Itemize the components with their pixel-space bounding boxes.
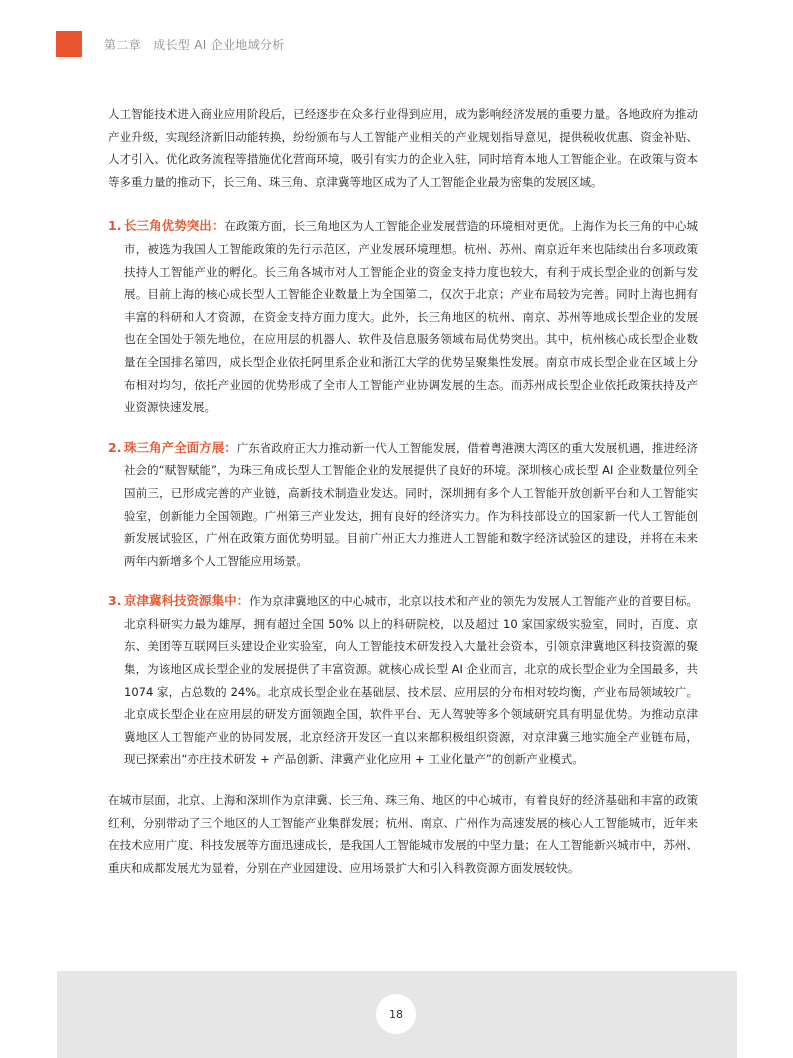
chapter-marker [56, 31, 82, 57]
closing-paragraph: 在城市层面，北京、上海和深圳作为京津冀、长三角、珠三角、地区的中心城市，有着良好的经济基础和丰富的政策红利，分别带动了三个地区的人工智能产业集群发展；杭州、南京、广州作为高速发展的核心人工智能城市，近年来在技术应用广度、科技发展等方面迅速成长，是我国人工智能城市发展的中坚力量；在人工智能新兴城市中，苏州、重庆和成都发展尤为显着，分别在产业园建设、应用场景扩大和引入科教资源方面发展较快。 [108, 793, 698, 875]
chapter-title: 第二章 成长型 AI 企业地域分析 [104, 37, 285, 52]
list-item-text: 广东省政府正大力推动新一代人工智能发展，借着粤港澳大湾区的重大发展机遇，推进经济社会的“赋智赋能”，为珠三角成长型人工智能企业的发展提供了良好的环境。深圳核心成长型 AI 企业数量位列全国前三，已形成完善的产业链，高新技术制造业发达。同时，深圳拥有多个人工智能开放创新平台和人工智能实验室，创新能力全国领跑。广州第三产业发达，拥有良好的经济实力。作为科技部设立的国家新一代人工智能创新发展试验区，广州在政策方面优势明显。目前广州正大力推进人工智能和数字经济试验区的建设，并将在未来两年内新增多个人工智能应用场景。 [124, 440, 698, 568]
page-footer [57, 971, 737, 1058]
list-item-number: 3. [108, 593, 122, 609]
region-list [108, 215, 698, 771]
list-item-number: 1. [108, 218, 122, 234]
list-item-title: 长三角优势突出： [124, 218, 225, 234]
list-item [108, 215, 698, 418]
page-body [108, 103, 698, 879]
list-item [108, 590, 698, 771]
page-header [56, 31, 284, 57]
list-item-text: 在政策方面，长三角地区为人工智能企业发展营造的环境相对更优。上海作为长三角的中心城市，被选为我国人工智能政策的先行示范区，产业发展环境理想。杭州、苏州、南京近年来也陆续出台多项政策扶持人工智能产业的孵化。长三角各城市对人工智能企业的资金支持力度也较大，有利于成长型企业的创新与发展。目前上海的核心成长型人工智能企业数量上为全国第二，仅次于北京；产业布局较为完善。同时上海也拥有丰富的科研和人才资源，在资金支持方面力度大。此外，长三角地区的杭州、南京、苏州等地成长型企业的发展也在全国处于领先地位，在应用层的机器人、软件及信息服务领域布局优势突出。其中，杭州核心成长型企业数量在全国排名第四，成长型企业依托阿里系企业和浙江大学的优势呈聚集性发展。南京市成长型企业在区域上分布相对均匀，依托产业园的优势形成了全市人工智能产业协调发展的生态。而苏州成长型企业依托政策扶持及产业资源快速发展。 [124, 219, 698, 415]
intro-paragraph: 人工智能技术进入商业应用阶段后，已经逐步在众多行业得到应用，成为影响经济发展的重要力量。各地政府为推动产业升级，实现经济新旧动能转换，纷纷颁布与人工智能产业相关的产业规划指导意见，提供税收优惠、资金补贴、人才引入、优化政务流程等措施优化营商环境，吸引有实力的企业入驻，同时培育本地人工智能企业。在政策与资本等多重力量的推动下，长三角、珠三角、京津冀等地区成为了人工智能企业最为密集的发展区域。 [108, 107, 698, 189]
list-item [108, 437, 698, 573]
list-item-text: 作为京津冀地区的中心城市，北京以技术和产业的领先为发展人工智能产业的首要目标。北京科研实力最为雄厚，拥有超过全国 50% 以上的科研院校，以及超过 10 家国家级实验室，同时，百度、京东、美团等互联网巨头建设企业实验室，向人工智能技术研发投入大量社会资本，引领京津冀地区科技资源的聚集，为该地区成长型企业的发展提供了丰富资源。就核心成长型 AI 企业而言，北京的成长型企业为全国最多，共 1074 家，占总数的 24%。北京成长型企业在基础层、技术层、应用层的分布相对较均衡，产业布局领域较广。北京成长型企业在应用层的研发方面领跑全国，软件平台、无人驾驶等多个领域研究具有明显优势。为推动京津冀地区人工智能产业的协同发展，北京经济开发区一直以来都积极组织资源，对京津冀三地实施全产业链布局，现已探索出“亦庄技术研发 + 产品创新、津冀产业化应用 + 工业化量产”的创新产业模式。 [124, 594, 698, 767]
page-number: 18 [376, 994, 416, 1034]
list-item-title: 珠三角产全面方展： [124, 439, 237, 455]
list-item-title: 京津冀科技资源集中： [124, 593, 250, 609]
list-item-number: 2. [108, 439, 122, 455]
